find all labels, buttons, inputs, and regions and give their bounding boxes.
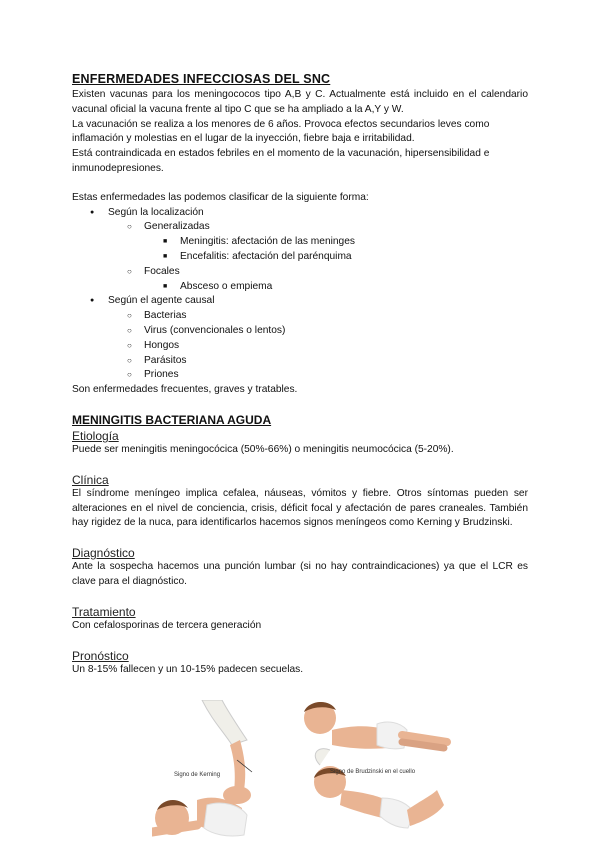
lying-infant-figure [304, 702, 447, 749]
paragraph: Ante la sospecha hacemos una punción lumbar (si no hay contraindicaciones) ya que el LCR es clave para el diagnóstico. [72, 561, 528, 587]
paragraph: Un 8-15% fallecen y un 10-15% padecen secuelas. [72, 663, 304, 675]
classification-list [72, 206, 528, 384]
subheading: Tratamiento [72, 604, 136, 619]
meningeal-signs-illustration [152, 700, 452, 845]
list-item: ○ Priones [72, 368, 528, 383]
list-item: ○ Virus (convencionales o lentos) [72, 324, 528, 339]
paragraph: Puede ser meningitis meningocócica (50%-66%) o meningitis neumocócica (5-20%). [72, 443, 454, 455]
list-item: ● Según el agente causal [72, 294, 528, 309]
infant-illustration [152, 700, 452, 845]
list-item: ○ Generalizadas [72, 220, 528, 235]
document-page [72, 72, 528, 677]
subheading: Clínica [72, 472, 109, 487]
paragraph: Existen vacunas para los meningococos tipo A,B y C. Actualmente está incluido en el calendario vacunal oficial la vacuna frente al tipo C que se ha ampliado a la A,Y y W. [72, 89, 528, 115]
paragraph: El síndrome meníngeo implica cefalea, náuseas, vómitos y fiebre. Otros síntomas pueden ser alteraciones en el nivel de conciencia, crisis, déficit focal y afectación de pares craneales. También hay rigidez de la nuca, para identificarlos hacemos signos meníngeos como Kerning y Brudzinski. [72, 487, 528, 529]
section-title: ENFERMEDADES INFECCIOSAS DEL SNC [72, 72, 331, 86]
kerning-sign-figure [152, 700, 251, 836]
list-item: ○ Bacterias [72, 309, 528, 324]
list-item: ○ Parásitos [72, 354, 528, 369]
list-item: ■ Absceso o empiema [72, 280, 528, 295]
subheading: Pronóstico [72, 648, 129, 663]
list-item: ○ Hongos [72, 339, 528, 354]
section-title: MENINGITIS BACTERIANA AGUDA [72, 412, 272, 427]
kerning-label: Signo de Kerning [174, 772, 221, 778]
list-item: ● Según la localización [72, 206, 528, 221]
brudzinski-label: Signo de Brudzinski en el cuello [330, 769, 416, 775]
paragraph: La vacunación se realiza a los menores de 6 años. Provoca efectos secundarios leves como inflamación y molestias en el lugar de la inyección, fiebre baja e irritabilidad. [72, 118, 490, 145]
paragraph: Con cefalosporinas de tercera generación [72, 619, 262, 631]
list-item: ■ Encefalitis: afectación del parénquima [72, 250, 528, 265]
subheading: Diagnóstico [72, 546, 135, 561]
list-item: ○ Focales [72, 265, 528, 280]
paragraph: Estas enfermedades las podemos clasificar de la siguiente forma: [72, 191, 369, 203]
subheading: Etiología [72, 428, 119, 443]
paragraph: Está contraindicada en estados febriles en el momento de la vacunación, hipersensibilidad e inmunodepresiones. [72, 148, 490, 174]
paragraph: Son enfermedades frecuentes, graves y tratables. [72, 384, 298, 396]
brudzinski-sign-figure [314, 749, 444, 828]
list-item: ■ Meningitis: afectación de las meninges [72, 235, 528, 250]
